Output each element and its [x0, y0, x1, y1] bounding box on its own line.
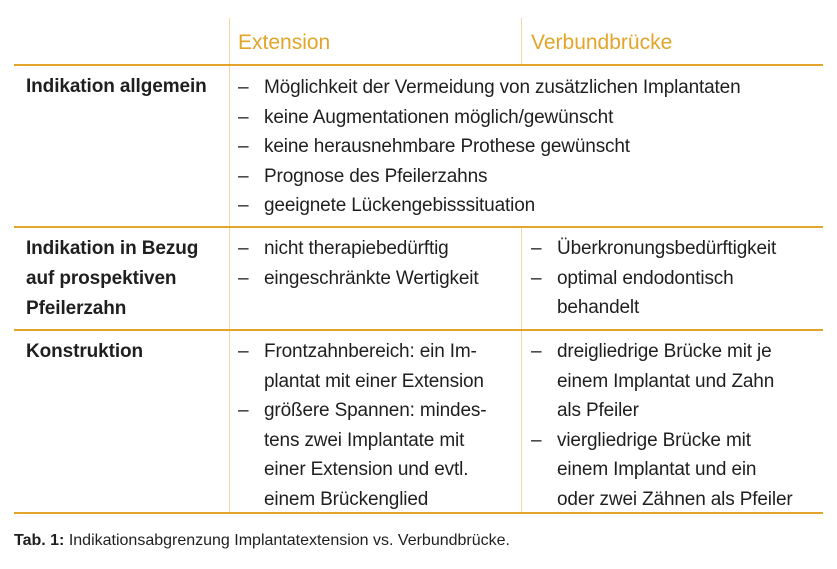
list-item — [238, 234, 518, 264]
list-item — [531, 234, 821, 264]
indication-table — [14, 0, 823, 514]
list-item — [238, 396, 518, 514]
indikation-allgemein-list — [238, 73, 818, 221]
dash-mark: – — [238, 195, 249, 216]
dash-mark: – — [238, 165, 249, 187]
dash-mark: – — [531, 267, 542, 289]
row-label-line: Indikation allgemein — [26, 76, 207, 97]
list-item-line: einem Implantat und Zahn — [557, 370, 775, 392]
list-item — [238, 264, 518, 294]
row-label-line: Konstruktion — [26, 341, 144, 362]
column-divider-1 — [229, 18, 230, 514]
list-item-line: keine Augmentationen möglich/gewünscht — [264, 106, 614, 128]
dash-mark: – — [238, 106, 249, 128]
list-item — [238, 191, 818, 221]
table-caption — [14, 532, 510, 550]
row-label-line: auf prospektiven — [26, 268, 177, 289]
konstruktion-extension-list — [238, 337, 518, 514]
list-item-line: einem Implantat und ein — [557, 459, 757, 480]
pfeilerzahn-extension-list — [238, 234, 518, 293]
list-item-line: eingeschränkte Wertigkeit — [264, 267, 479, 289]
list-item-line: geeignete Lückengebisssituation — [264, 195, 536, 216]
dash-mark: – — [531, 238, 542, 259]
list-item-line: einem Brückenglied — [264, 488, 429, 510]
header-verbundbruecke: Verbundbrücke — [531, 31, 673, 54]
caption-text: Indikationsabgrenzung Implantatextension vs. Verbundbrücke. — [64, 532, 510, 549]
list-item-line: größere Spannen: mindes- — [264, 400, 487, 421]
list-item-line: Überkronungsbedürftigkeit — [557, 238, 777, 259]
row-label-konstruktion — [26, 337, 143, 367]
list-item — [531, 264, 821, 323]
header-extension: Extension — [238, 31, 331, 54]
list-item-line: oder zwei Zähnen als Pfeiler — [557, 488, 793, 510]
list-item-line: optimal endodontisch — [557, 267, 734, 289]
list-item-line: Frontzahnbereich: ein Im- — [264, 341, 477, 362]
list-item — [531, 426, 821, 515]
list-item — [238, 162, 818, 192]
list-item-line: behandelt — [557, 297, 640, 318]
table-header — [14, 0, 823, 64]
dash-mark: – — [238, 136, 249, 157]
list-item-line: dreigliedrige Brücke mit je — [557, 341, 772, 362]
list-item — [238, 73, 818, 103]
dash-mark: – — [238, 400, 249, 421]
list-item — [238, 103, 818, 133]
list-item — [531, 337, 821, 426]
list-item-line: Prognose des Pfeilerzahns — [264, 165, 488, 187]
row-rule-2 — [14, 329, 823, 331]
list-item-line: einer Extension und evtl. — [264, 459, 469, 480]
dash-mark: – — [531, 429, 542, 451]
list-item-line: viergliedrige Brücke mit — [557, 429, 751, 451]
list-item-line: tens zwei Implantate mit — [264, 429, 465, 451]
list-item-line: Möglichkeit der Vermeidung von zusätzlichen Implantaten — [264, 77, 741, 98]
dash-mark: – — [238, 238, 249, 259]
row-rule-1 — [14, 226, 823, 228]
column-divider-2 — [521, 228, 522, 514]
list-item-line: plantat mit einer Extension — [264, 370, 484, 392]
row-label-line: Indikation in Bezug — [26, 238, 199, 259]
row-label-line: Pfeilerzahn — [26, 298, 127, 319]
dash-mark: – — [531, 341, 542, 362]
list-item — [238, 132, 818, 162]
list-item — [238, 337, 518, 396]
list-item-line: nicht therapiebedürftig — [264, 238, 449, 259]
caption-prefix: Tab. 1: — [14, 532, 65, 549]
row-label-indikation-pfeilerzahn — [26, 234, 198, 324]
pfeilerzahn-bruecke-list — [531, 234, 821, 323]
row-label-indikation-allgemein — [26, 72, 207, 102]
konstruktion-bruecke-list — [531, 337, 821, 514]
header-rule — [14, 64, 823, 66]
dash-mark: – — [238, 77, 249, 98]
list-item-line: als Pfeiler — [557, 400, 639, 421]
dash-mark: – — [238, 341, 249, 362]
dash-mark: – — [238, 267, 249, 289]
list-item-line: keine herausnehmbare Prothese gewünscht — [264, 136, 630, 157]
